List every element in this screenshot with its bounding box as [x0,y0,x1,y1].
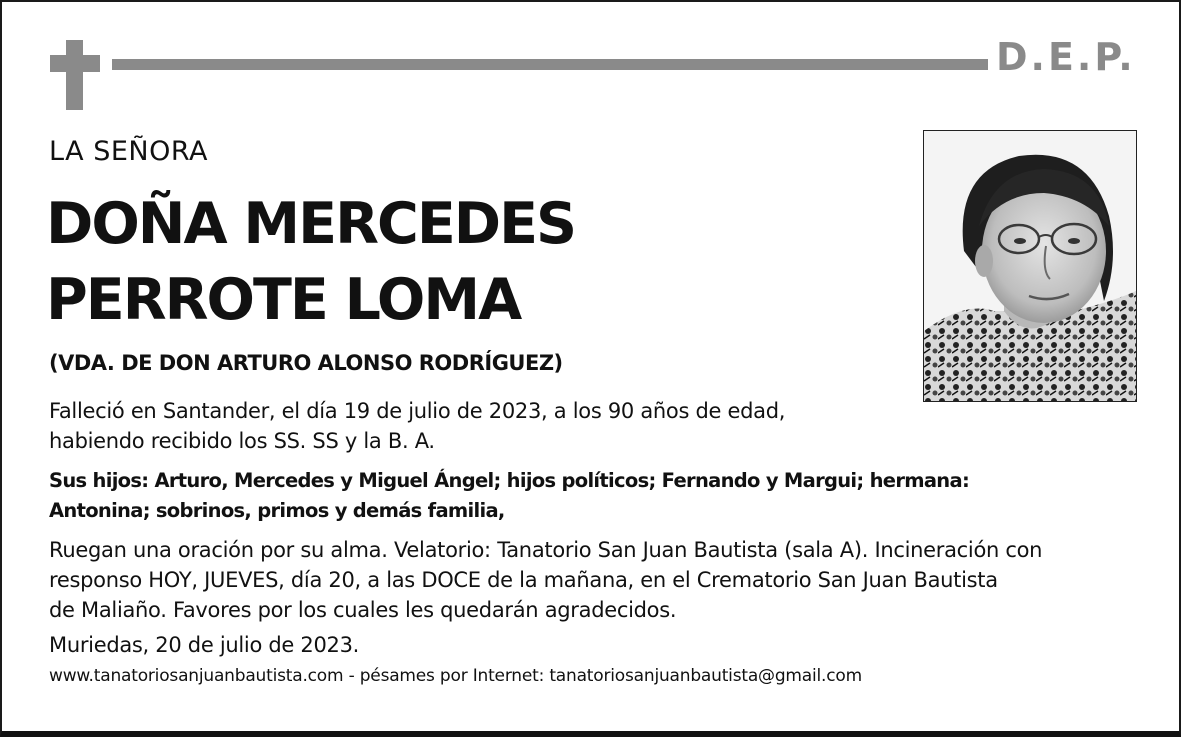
cross-icon-vertical [66,40,83,110]
deceased-name [46,186,575,338]
prayer-line-3: de Maliaño. Favores por los cuales les quedarán agradecidos. [49,598,677,622]
contact-line: www.tanatoriosanjuanbautista.com - pésames por Internet: tanatoriosanjuanbautista@gmail.com [49,666,862,686]
name-line-1: DOÑA MERCEDES [46,191,576,257]
family-line-2: Antonina; sobrinos, primos y demás familia, [49,499,505,522]
widow-of: (VDA. DE DON ARTURO ALONSO RODRÍGUEZ) [49,351,563,375]
intro-label: LA SEÑORA [49,136,208,167]
death-line-2: habiendo recibido los SS. SS y la B. A. [49,429,435,453]
name-line-2: PERROTE LOMA [46,267,521,333]
portrait-image [924,131,1136,401]
family-line-1: Sus hijos: Arturo, Mercedes y Miguel Ángel; hijos políticos; Fernando y Margui; hermana: [49,469,970,492]
prayer-line-1: Ruegan una oración por su alma. Velatorio: Tanatorio San Juan Bautista (sala A). Incineración con [49,538,1043,562]
portrait-photo [923,130,1137,402]
header-rule [112,59,988,70]
death-line-1: Falleció en Santander, el día 19 de julio de 2023, a los 90 años de edad, [49,399,786,423]
funeral-details [49,535,1169,625]
dep-label: D.E.P. [996,35,1136,79]
place-date: Muriedas, 20 de julio de 2023. [49,633,360,657]
cross-icon-horizontal [50,55,100,72]
family-list [49,466,1149,526]
prayer-line-2: responso HOY, JUEVES, día 20, a las DOCE de la mañana, en el Crematorio San Juan Bautista [49,568,998,592]
death-details [49,396,785,456]
